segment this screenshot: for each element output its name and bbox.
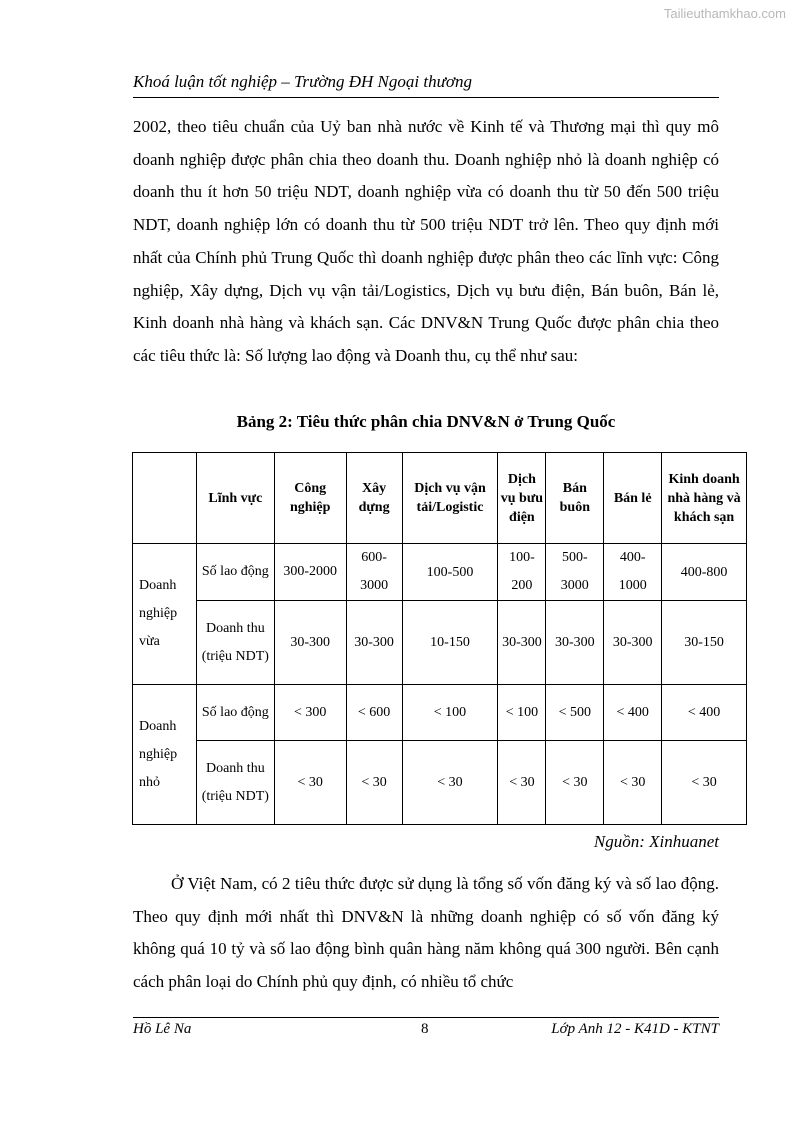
table-cell: < 30 [604,741,662,825]
table-source: Nguồn: Xinhuanet [593,832,719,851]
table-header-cell: Xây dựng [346,453,402,544]
table-header-cell [133,453,197,544]
table-header-cell: Công nghiệp [274,453,346,544]
table-cell: 500-3000 [546,544,604,601]
criterion-cell: Số lao động [196,685,274,741]
criterion-cell: Doanh thu (triệu NDT) [196,741,274,825]
footer-class: Lớp Anh 12 - K41D - KTNT [551,1021,719,1037]
table-cell: < 30 [662,741,747,825]
table-cell: < 100 [498,685,546,741]
table-cell: 30-300 [274,601,346,685]
criterion-cell: Số lao động [196,544,274,601]
table-cell: 400-800 [662,544,747,601]
page-header: Khoá luận tốt nghiệp – Trường ĐH Ngoại thương [133,72,472,91]
group-label: Doanh nghiệp nhỏ [133,685,197,825]
table-cell: < 400 [604,685,662,741]
table-cell: 30-300 [498,601,546,685]
table-row [133,741,747,825]
table-cell: < 100 [402,685,498,741]
criterion-cell: Doanh thu (triệu NDT) [196,601,274,685]
header-divider [133,97,719,98]
table-cell: < 30 [498,741,546,825]
table-header-cell: Kinh doanh nhà hàng và khách sạn [662,453,747,544]
table-cell: < 400 [662,685,747,741]
table-header-row [133,453,747,544]
table-cell: 30-300 [346,601,402,685]
table-cell: 600-3000 [346,544,402,601]
table-cell: < 600 [346,685,402,741]
table-cell: 10-150 [402,601,498,685]
table-row [133,544,747,601]
classification-table [132,452,747,825]
watermark: Tailieuthamkhao.com [663,6,786,21]
table-header-cell: Dịch vụ vận tải/Logistic [402,453,498,544]
table-cell: < 30 [546,741,604,825]
body-paragraph-2: Ở Việt Nam, có 2 tiêu thức được sử dụng là tổng số vốn đăng ký và số lao động. Theo quy định mới nhất thì DNV&N là những doanh nghiệp có số vốn đăng ký không quá 10 tỷ và số lao động bình quân hàng năm không quá 300 người. Bên cạnh cách phân loại do Chính phủ quy định, có nhiều tổ chức [133,874,719,992]
table-header-cell: Lĩnh vực [196,453,274,544]
group-label: Doanh nghiệp vừa [133,544,197,685]
body-paragraph-1: 2002, theo tiêu chuẩn của Uỷ ban nhà nước về Kinh tế và Thương mại thì quy mô doanh nghiệp được phân chia theo doanh thu. Doanh nghiệp nhỏ là doanh nghiệp có doanh thu ít hơn 50 triệu NDT, doanh nghiệp vừa có doanh thu từ 50 đến 500 triệu NDT, doanh nghiệp lớn có doanh thu từ 500 triệu NDT trở lên. Theo quy định mới nhất của Chính phủ Trung Quốc thì doanh nghiệp được phân theo các lĩnh vực: Công nghiệp, Xây dựng, Dịch vụ vận tải/Logistics, Dịch vụ bưu điện, Bán buôn, Bán lẻ, Kinh doanh nhà hàng và khách sạn. Các DNV&N Trung Quốc được phân chia theo các tiêu thức là: Số lượng lao động và Doanh thu, cụ thể như sau: [133,117,719,365]
table-row [133,601,747,685]
table-cell: < 30 [346,741,402,825]
table-cell: 30-300 [604,601,662,685]
table-header-cell: Dịch vụ bưu điện [498,453,546,544]
table-cell: < 30 [402,741,498,825]
table-cell: 400-1000 [604,544,662,601]
table-cell: 100-200 [498,544,546,601]
table-header-cell: Bán lẻ [604,453,662,544]
table-cell: < 500 [546,685,604,741]
table-caption: Bảng 2: Tiêu thức phân chia DNV&N ở Trung Quốc [236,412,616,431]
table-cell: 100-500 [402,544,498,601]
table-cell: < 300 [274,685,346,741]
table-header-cell: Bán buôn [546,453,604,544]
table-row [133,685,747,741]
footer-divider [133,1017,719,1018]
table-cell: 30-300 [546,601,604,685]
page-number: 8 [421,1021,429,1037]
footer-author: Hồ Lê Na [133,1021,192,1037]
table-cell: 300-2000 [274,544,346,601]
table-cell: < 30 [274,741,346,825]
table-cell: 30-150 [662,601,747,685]
